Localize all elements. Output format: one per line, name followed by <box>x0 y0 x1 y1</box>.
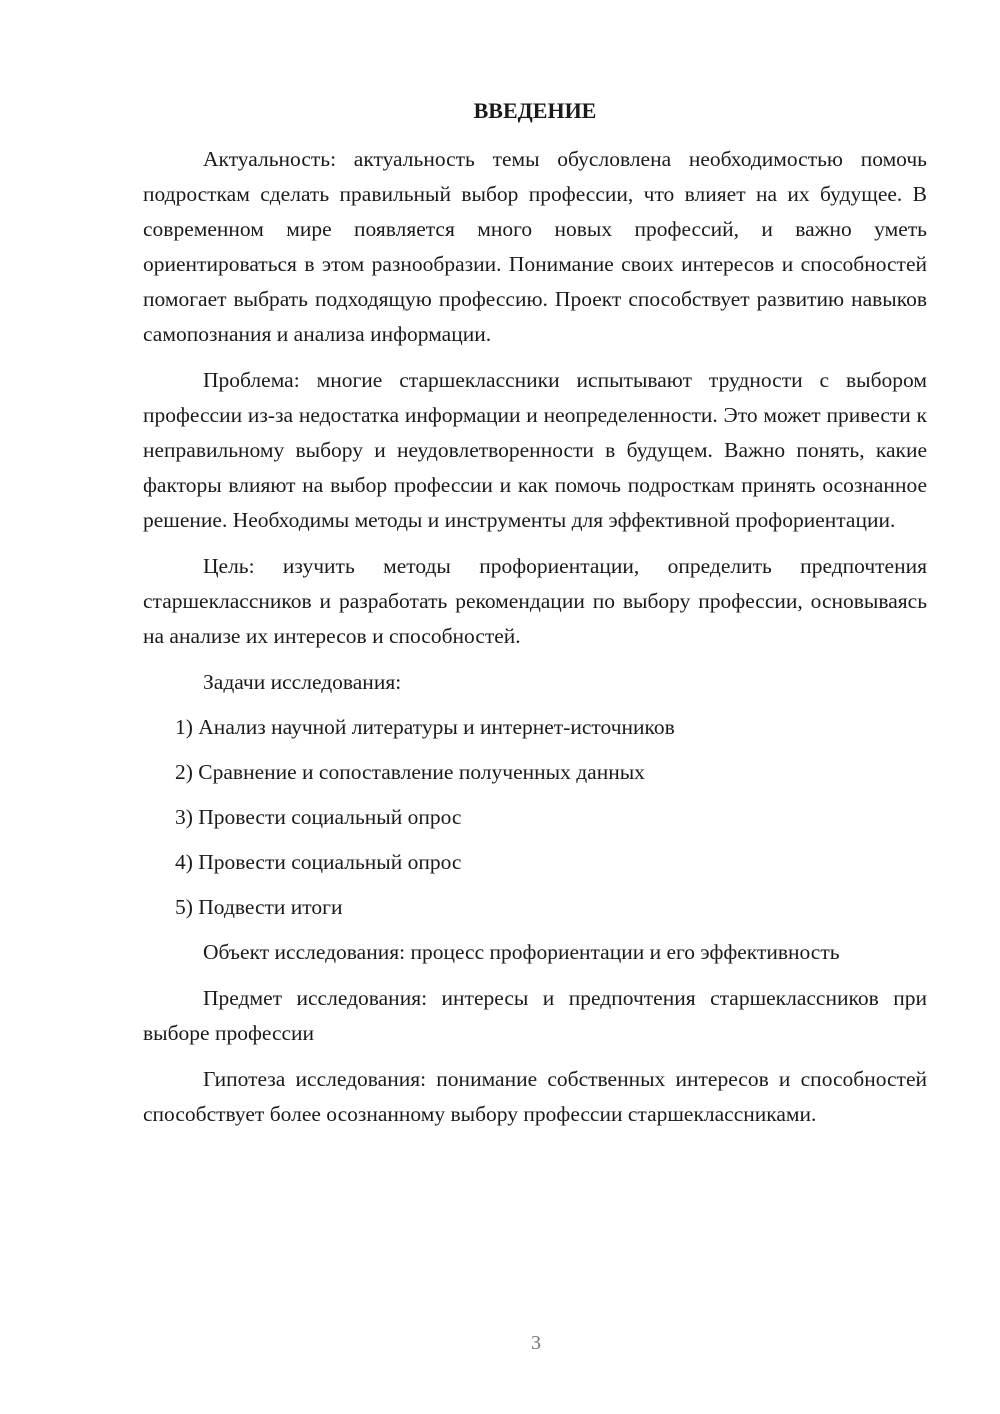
list-item: 5) Подвести итоги <box>175 895 343 919</box>
list-item: 1) Анализ научной литературы и интернет-источников <box>175 715 675 739</box>
tasks-list <box>143 710 927 925</box>
paragraph-relevance: Актуальность: актуальность темы обусловлена необходимостью помочь подросткам сделать правильный выбор профессии, что влияет на их будущее. В современном мире появляется много новых профессий, и важно уметь ориентироваться в этом разнообразии. Понимание своих интересов и способностей помогает выбрать подходящую профессию. Проект способствует развитию навыков самопознания и анализа информации. <box>143 147 927 346</box>
document-page <box>143 96 927 1143</box>
page-title: ВВЕДЕНИЕ <box>473 98 597 123</box>
paragraph-problem: Проблема: многие старшеклассники испытывают трудности с выбором профессии из-за недостатка информации и неопределенности. Это может привести к неправильному выбору и неудовлетворенности в будущем. Важно понять, какие факторы влияют на выбор профессии и как помочь подросткам принять осознанное решение. Необходимы методы и инструменты для эффективной профориентации. <box>143 368 927 532</box>
paragraph-goal: Цель: изучить методы профориентации, определить предпочтения старшеклассников и разработать рекомендации по выбору профессии, основываясь на анализе их интересов и способностей. <box>143 554 927 648</box>
paragraph-object: Объект исследования: процесс профориентации и его эффективность <box>203 940 840 964</box>
page-number: 3 <box>531 1332 541 1354</box>
paragraph-subject: Предмет исследования: интересы и предпочтения старшеклассников при выборе профессии <box>143 986 927 1045</box>
list-item: 4) Провести социальный опрос <box>175 850 462 874</box>
tasks-heading: Задачи исследования: <box>203 670 402 694</box>
list-item: 2) Сравнение и сопоставление полученных данных <box>175 760 645 784</box>
paragraph-hypothesis: Гипотеза исследования: понимание собственных интересов и способностей способствует более осознанному выбору профессии старшеклассниками. <box>143 1067 927 1126</box>
list-item: 3) Провести социальный опрос <box>175 805 462 829</box>
